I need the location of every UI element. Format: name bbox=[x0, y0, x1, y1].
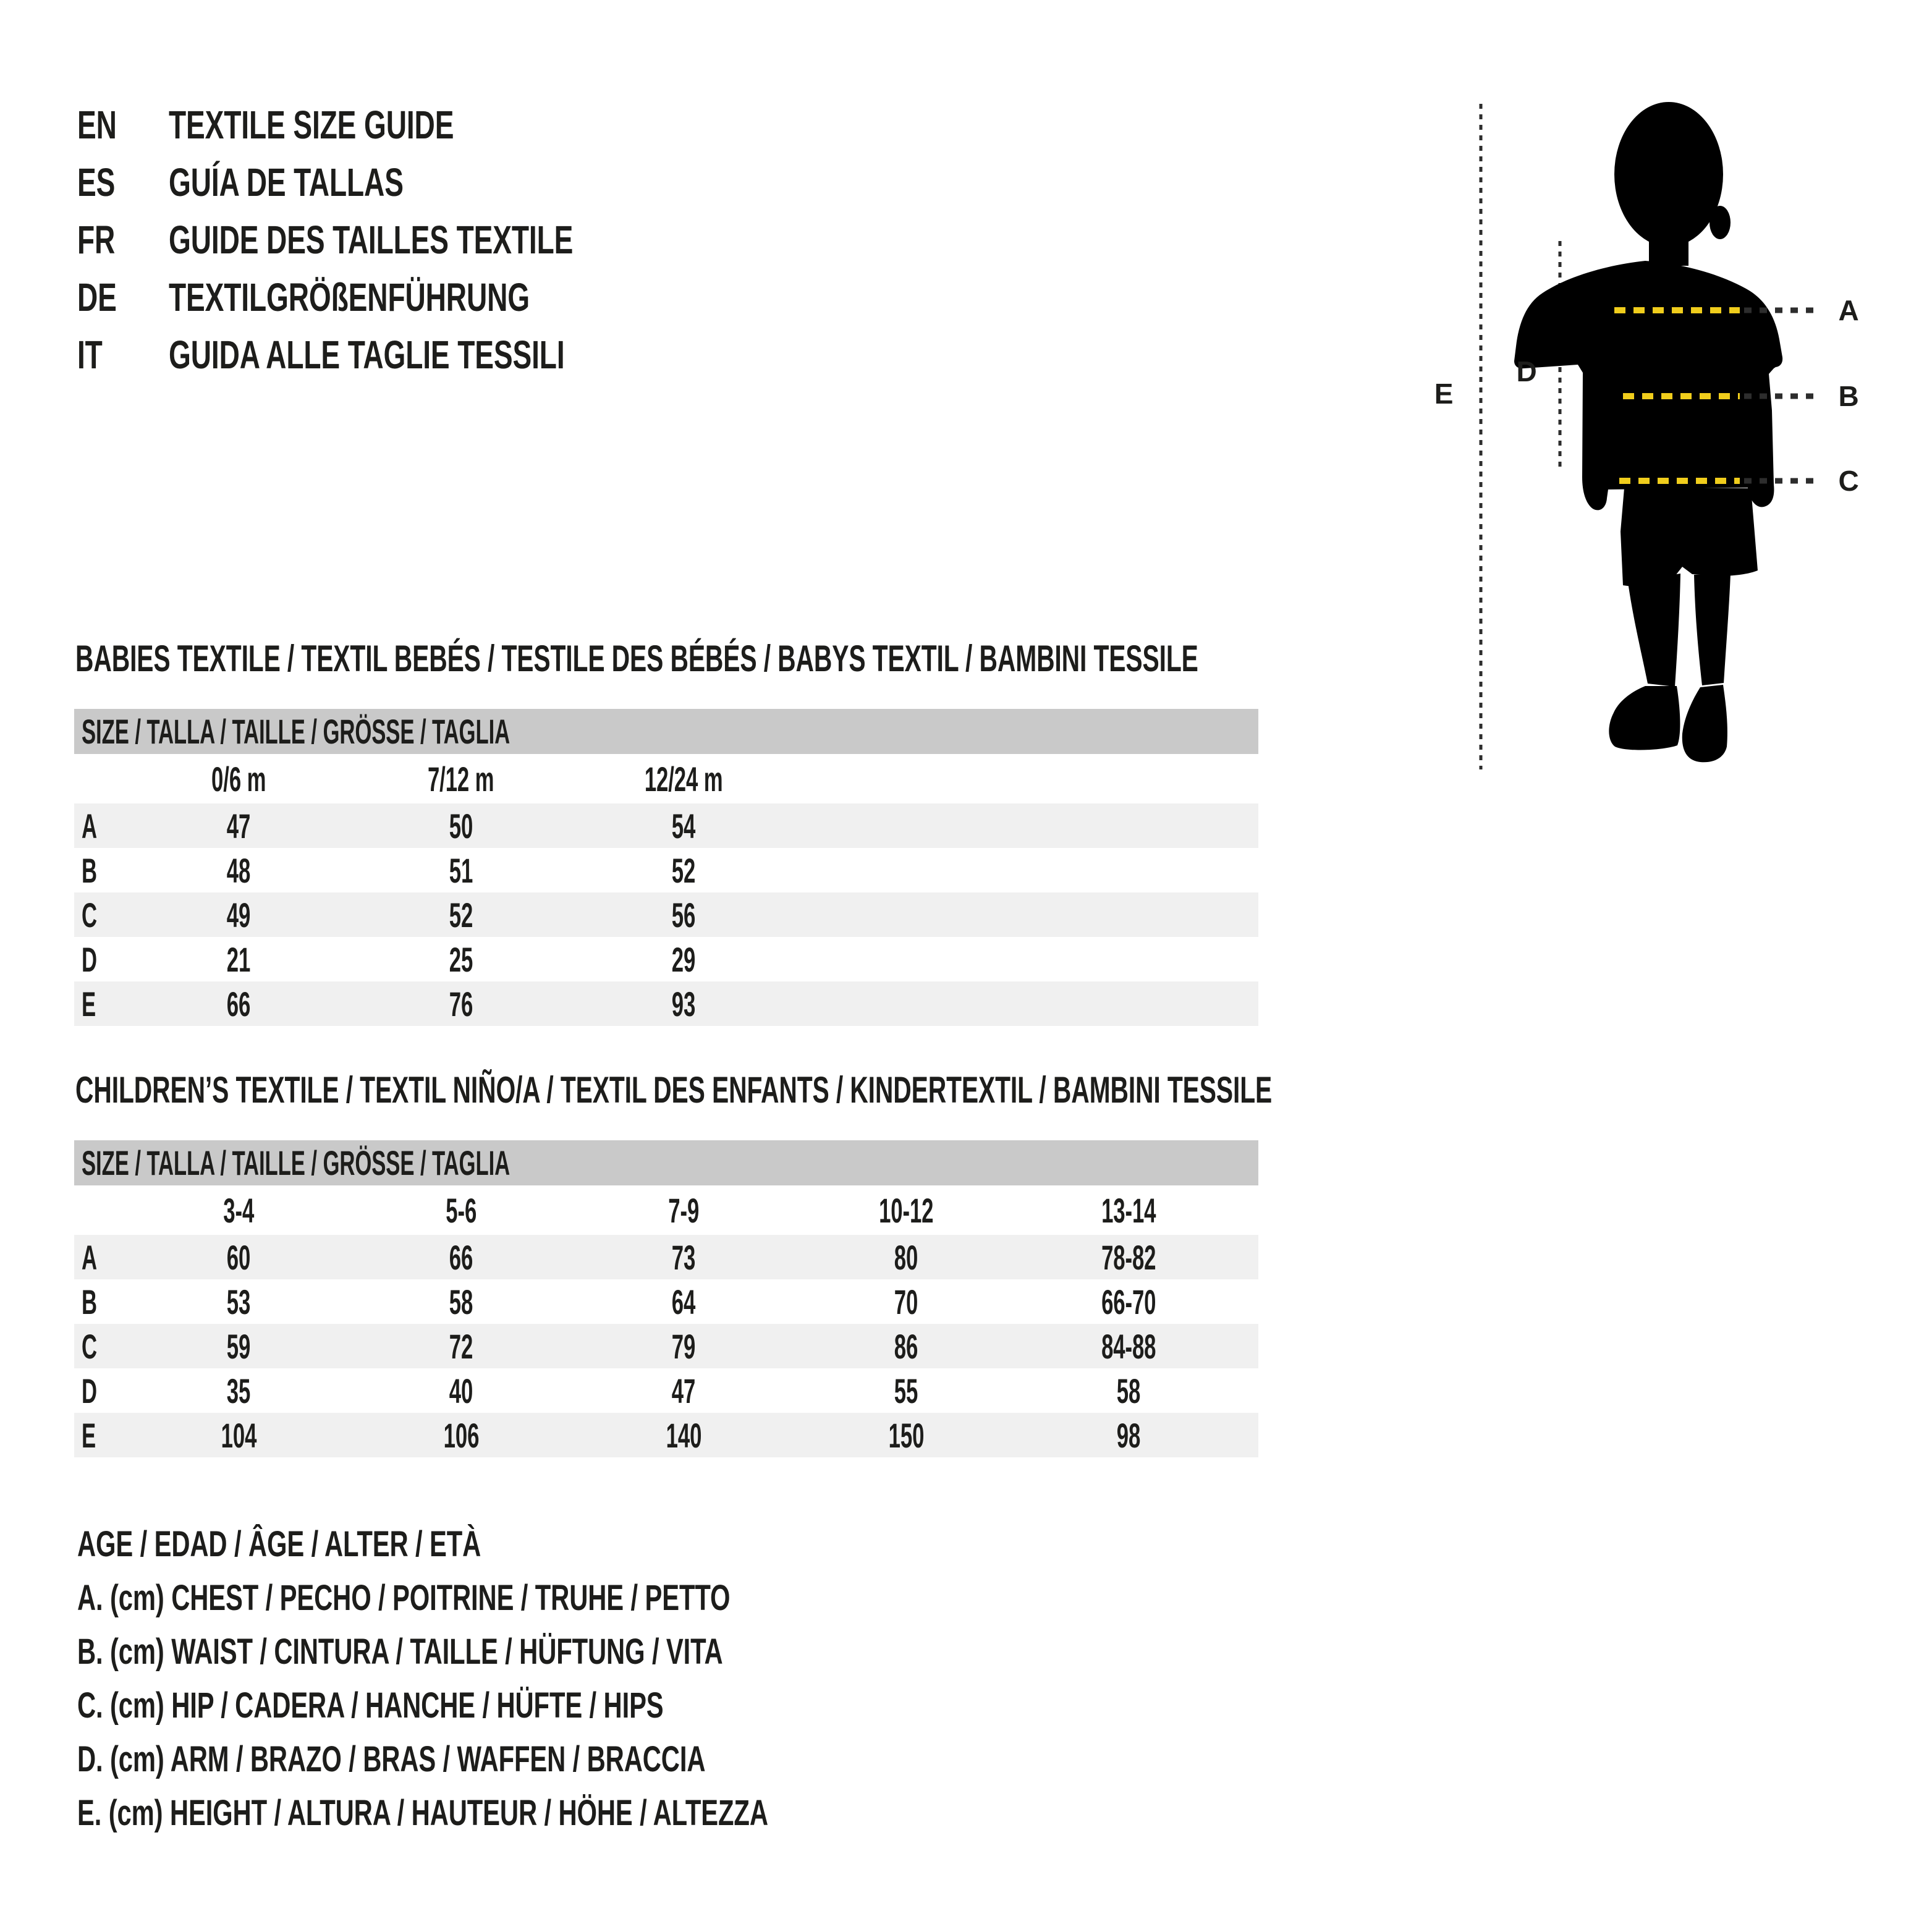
page-title-es: GUÍA DE TALLAS bbox=[169, 159, 404, 205]
table-row: C 49 52 56 bbox=[74, 892, 1258, 937]
children-col-4: 13-14 bbox=[1101, 1190, 1156, 1230]
table-row: E 66 76 93 bbox=[74, 981, 1258, 1026]
babies-section-title: BABIES TEXTILE / TEXTIL BEBÉS / TESTILE DES BÉBÉS / BABYS TEXTIL / BAMBINI TESSILE bbox=[75, 638, 1198, 679]
figure-label-d: D bbox=[1516, 355, 1537, 388]
children-column-header-row bbox=[74, 1185, 1258, 1235]
table-row: B 48 51 52 bbox=[74, 848, 1258, 892]
table-row: D 21 25 29 bbox=[74, 937, 1258, 981]
row-label: E bbox=[82, 984, 96, 1023]
language-title-list bbox=[77, 96, 731, 383]
row-label: C bbox=[82, 895, 97, 934]
row-label: B bbox=[82, 850, 97, 890]
babies-col-0: 0/6 m bbox=[211, 759, 266, 799]
table-row: B 53 58 64 70 66-70 bbox=[74, 1279, 1258, 1324]
row-label: D bbox=[82, 1371, 97, 1410]
legend-line-height: E. (cm) HEIGHT / ALTURA / HAUTEUR / HÖHE / ALTEZZA bbox=[77, 1793, 768, 1833]
babies-column-header-row bbox=[74, 754, 1258, 803]
lang-code-de: DE bbox=[77, 274, 117, 320]
silhouette-shorts bbox=[1621, 488, 1758, 587]
silhouette-head bbox=[1614, 102, 1723, 247]
children-size-table bbox=[74, 1140, 1258, 1457]
legend-line-waist: B. (cm) WAIST / CINTURA / TAILLE / HÜFTUNG / VITA bbox=[77, 1632, 723, 1672]
measurement-legend bbox=[77, 1517, 1037, 1840]
table-row: D 35 40 47 55 58 bbox=[74, 1368, 1258, 1413]
header-line-de bbox=[77, 268, 731, 326]
figure-label-c: C bbox=[1838, 465, 1859, 497]
children-section-title: CHILDREN’S TEXTILE / TEXTIL NIÑO/A / TEXTIL DES ENFANTS / KINDERTEXTIL / BAMBINI TESSILE bbox=[75, 1069, 1273, 1111]
header-line-es bbox=[77, 153, 731, 211]
table-row: A 60 66 73 80 78-82 bbox=[74, 1235, 1258, 1279]
legend-line-hip: C. (cm) HIP / CADERA / HANCHE / HÜFTE / HIPS bbox=[77, 1685, 664, 1726]
lang-code-fr: FR bbox=[77, 217, 116, 262]
row-label: C bbox=[82, 1326, 97, 1366]
header-line-it bbox=[77, 326, 731, 383]
silhouette-neck bbox=[1649, 232, 1688, 266]
figure-label-b: B bbox=[1838, 380, 1859, 412]
row-label: A bbox=[82, 806, 97, 845]
page-title-de: TEXTILGRÖßENFÜHRUNG bbox=[169, 274, 530, 320]
legend-line-chest: A. (cm) CHEST / PECHO / POITRINE / TRUHE / PETTO bbox=[77, 1578, 731, 1618]
row-label: D bbox=[82, 939, 97, 979]
page-title-fr: GUIDE DES TAILLES TEXTILE bbox=[169, 217, 574, 262]
table-row: C 59 72 79 86 84-88 bbox=[74, 1324, 1258, 1368]
header-line-fr bbox=[77, 211, 731, 268]
lang-code-it: IT bbox=[77, 332, 103, 377]
children-col-0: 3-4 bbox=[223, 1190, 254, 1230]
babies-col-2: 12/24 m bbox=[644, 759, 723, 799]
row-label: A bbox=[82, 1237, 97, 1277]
children-col-3: 10-12 bbox=[878, 1190, 934, 1230]
lang-code-en: EN bbox=[77, 102, 117, 147]
legend-line-age: AGE / EDAD / ÂGE / ALTER / ETÀ bbox=[77, 1524, 481, 1564]
silhouette-right-shoe bbox=[1682, 685, 1727, 762]
figure-label-a: A bbox=[1838, 294, 1859, 326]
silhouette-ear bbox=[1710, 206, 1731, 239]
figure-label-e: E bbox=[1434, 378, 1454, 410]
row-label: B bbox=[82, 1282, 97, 1321]
header-line-en bbox=[77, 96, 731, 153]
page-title-en: TEXTILE SIZE GUIDE bbox=[169, 102, 454, 147]
babies-col-1: 7/12 m bbox=[428, 759, 494, 799]
babies-size-table bbox=[74, 709, 1258, 1026]
table-row: A 47 50 54 bbox=[74, 803, 1258, 848]
table-row: E 104 106 140 150 98 bbox=[74, 1413, 1258, 1457]
silhouette-shirt bbox=[1514, 261, 1782, 510]
legend-line-arm: D. (cm) ARM / BRAZO / BRAS / WAFFEN / BRACCIA bbox=[77, 1739, 706, 1779]
lang-code-es: ES bbox=[77, 159, 116, 205]
children-size-header-bar: SIZE / TALLA / TAILLE / GRÖSSE / TAGLIA bbox=[74, 1140, 1258, 1185]
children-col-2: 7-9 bbox=[668, 1190, 699, 1230]
babies-size-header-bar: SIZE / TALLA / TAILLE / GRÖSSE / TAGLIA bbox=[74, 709, 1258, 754]
silhouette-left-shoe bbox=[1609, 686, 1680, 750]
children-col-1: 5-6 bbox=[446, 1190, 477, 1230]
row-label: E bbox=[82, 1415, 96, 1455]
page-title-it: GUIDA ALLE TAGLIE TESSILI bbox=[169, 332, 565, 377]
